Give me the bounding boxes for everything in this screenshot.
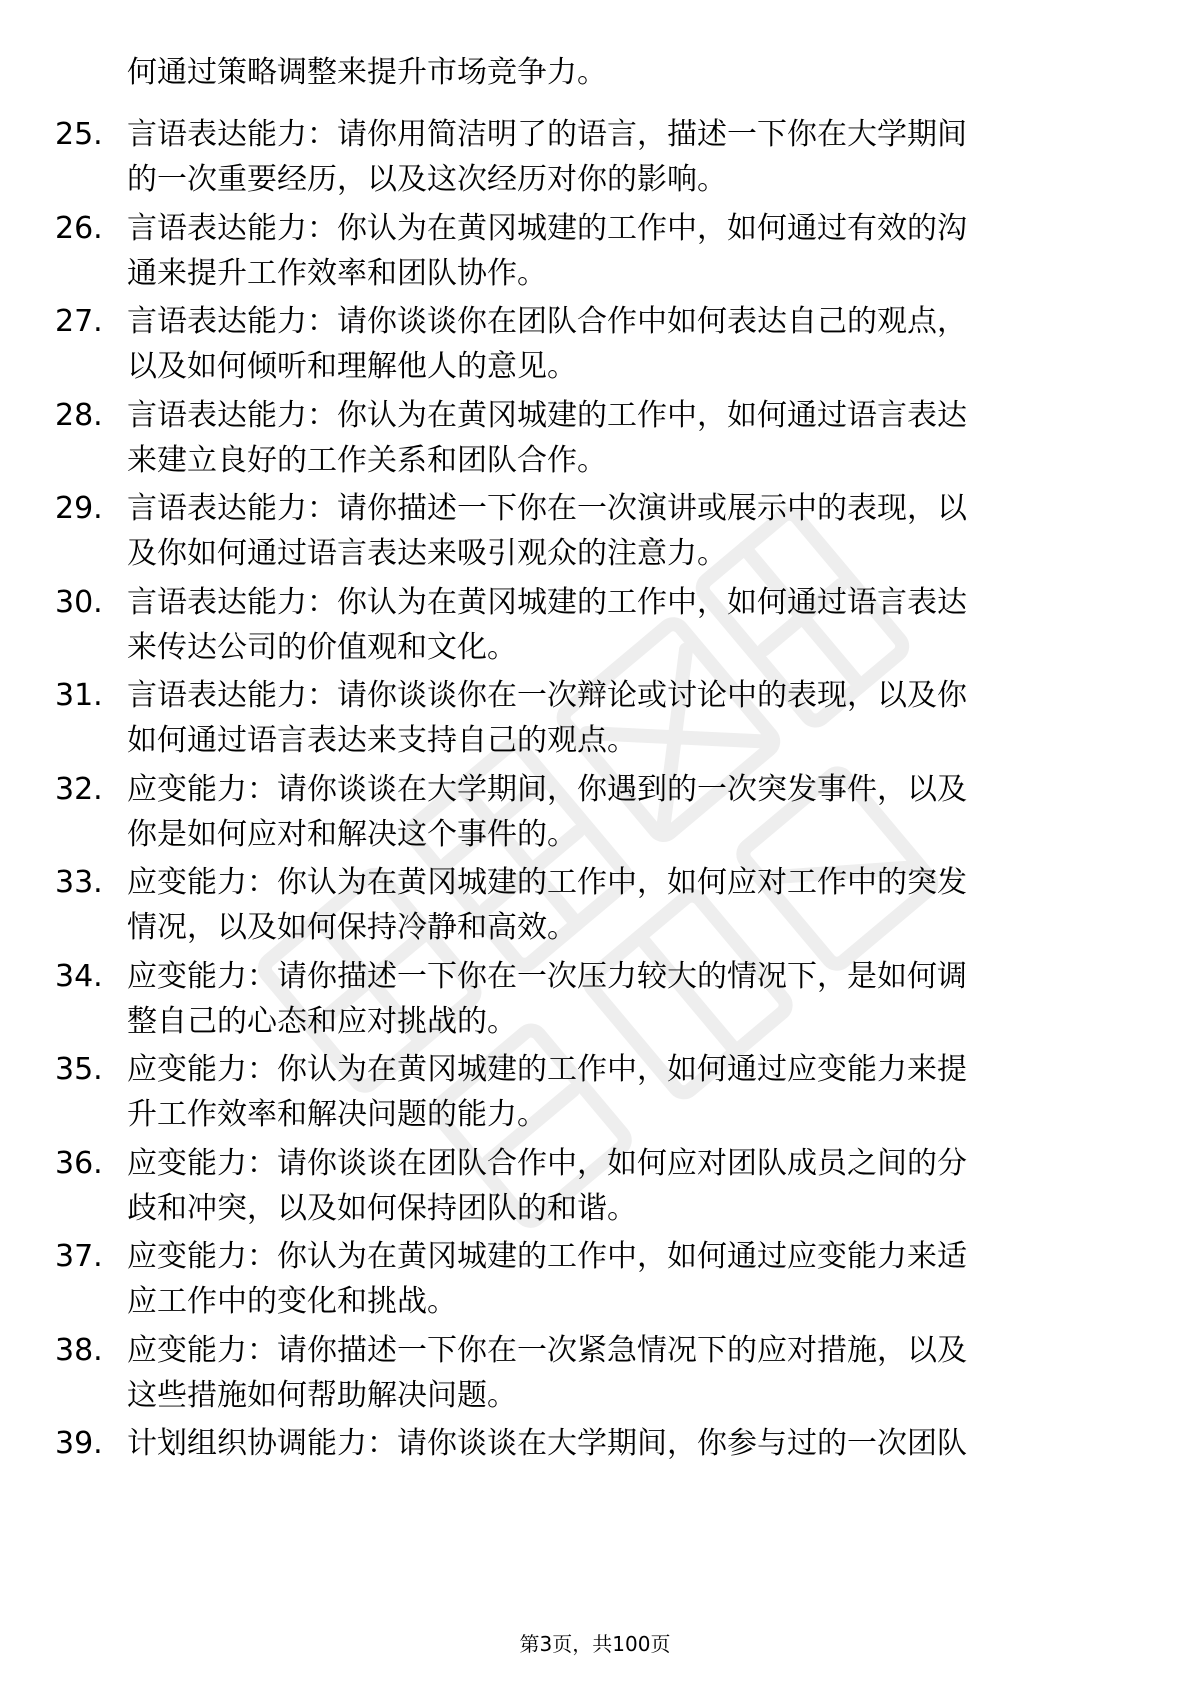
question-text-line: 应变能力：你认为在黄冈城建的工作中，如何通过应变能力来适 [127, 1239, 967, 1274]
question-text-line: 及你如何通过语言表达来吸引观众的注意力。 [127, 536, 727, 571]
question-text-line: 应变能力：你认为在黄冈城建的工作中，如何应对工作中的突发 [127, 865, 967, 900]
question-number: 30. [55, 584, 103, 620]
question-number: 38. [55, 1332, 103, 1368]
question-text-line: 言语表达能力：请你描述一下你在一次演讲或展示中的表现，以 [127, 491, 967, 526]
question-text-line: 计划组织协调能力：请你谈谈在大学期间，你参与过的一次团队 [127, 1426, 967, 1461]
question-item [0, 486, 1190, 580]
question-text-line: 应变能力：请你谈谈在大学期间，你遇到的一次突发事件，以及 [127, 771, 967, 807]
question-item [0, 206, 1190, 300]
question-text-line: 应变能力：请你谈谈在团队合作中，如何应对团队成员之间的分 [127, 1145, 967, 1181]
question-text-line: 通来提升工作效率和团队协作。 [127, 255, 547, 291]
question-item [0, 954, 1190, 1048]
question-number: 29. [55, 491, 103, 526]
question-item [0, 673, 1190, 767]
question-list [0, 112, 1190, 1515]
question-item [0, 580, 1190, 674]
continuation-line: 何通过策略调整来提升市场竞争力。 [127, 55, 607, 90]
question-number: 31. [55, 678, 103, 713]
question-item [0, 767, 1190, 861]
question-text-line: 来传达公司的价值观和文化。 [127, 629, 517, 665]
question-number: 28. [55, 397, 103, 433]
question-item [0, 1421, 1190, 1515]
question-text-line: 情况，以及如何保持冷静和高效。 [127, 910, 577, 945]
question-text-line: 升工作效率和解决问题的能力。 [127, 1097, 547, 1132]
question-text-line: 应变能力：请你描述一下你在一次压力较大的情况下，是如何调 [127, 958, 967, 994]
question-text-line: 以及如何倾听和理解他人的意见。 [127, 349, 577, 384]
question-text-line: 言语表达能力：你认为在黄冈城建的工作中，如何通过有效的沟 [127, 210, 967, 246]
question-number: 34. [55, 958, 103, 994]
question-item [0, 1047, 1190, 1141]
question-text-line: 的一次重要经历，以及这次经历对你的影响。 [127, 162, 727, 197]
question-number: 36. [55, 1145, 103, 1181]
question-text-line: 言语表达能力：请你谈谈你在团队合作中如何表达自己的观点， [127, 304, 967, 339]
question-text-line: 应变能力：你认为在黄冈城建的工作中，如何通过应变能力来提 [127, 1052, 967, 1087]
question-number: 39. [55, 1426, 103, 1461]
question-text-line: 言语表达能力：请你用简洁明了的语言，描述一下你在大学期间 [127, 117, 967, 152]
question-item [0, 1328, 1190, 1422]
question-text-line: 来建立良好的工作关系和团队合作。 [127, 442, 607, 478]
question-number: 33. [55, 865, 103, 900]
page-footer: 第3页，共100页 [519, 1632, 671, 1656]
question-text-line: 如何通过语言表达来支持自己的观点。 [127, 723, 637, 758]
question-text-line: 言语表达能力：你认为在黄冈城建的工作中，如何通过语言表达 [127, 584, 967, 620]
question-text-line: 整自己的心态和应对挑战的。 [127, 1003, 517, 1039]
question-text-line: 应变能力：请你描述一下你在一次紧急情况下的应对措施，以及 [127, 1332, 967, 1368]
question-number: 27. [55, 304, 103, 339]
question-text-line: 歧和冲突，以及如何保持团队的和谐。 [127, 1190, 637, 1226]
question-text-line: 言语表达能力：你认为在黄冈城建的工作中，如何通过语言表达 [127, 397, 967, 433]
question-number: 32. [55, 771, 103, 807]
question-item [0, 1141, 1190, 1235]
question-text-line: 言语表达能力：请你谈谈你在一次辩论或讨论中的表现，以及你 [127, 678, 967, 713]
question-item [0, 112, 1190, 206]
question-number: 35. [55, 1052, 103, 1087]
question-text-line: 你是如何应对和解决这个事件的。 [127, 816, 577, 852]
question-text-line: 应工作中的变化和挑战。 [127, 1284, 457, 1319]
question-item [0, 393, 1190, 487]
question-number: 26. [55, 210, 103, 246]
question-number: 37. [55, 1239, 103, 1274]
question-text-line: 这些措施如何帮助解决问题。 [127, 1377, 517, 1413]
question-number: 25. [55, 117, 103, 152]
question-item [0, 1234, 1190, 1328]
question-item [0, 860, 1190, 954]
question-item [0, 299, 1190, 393]
